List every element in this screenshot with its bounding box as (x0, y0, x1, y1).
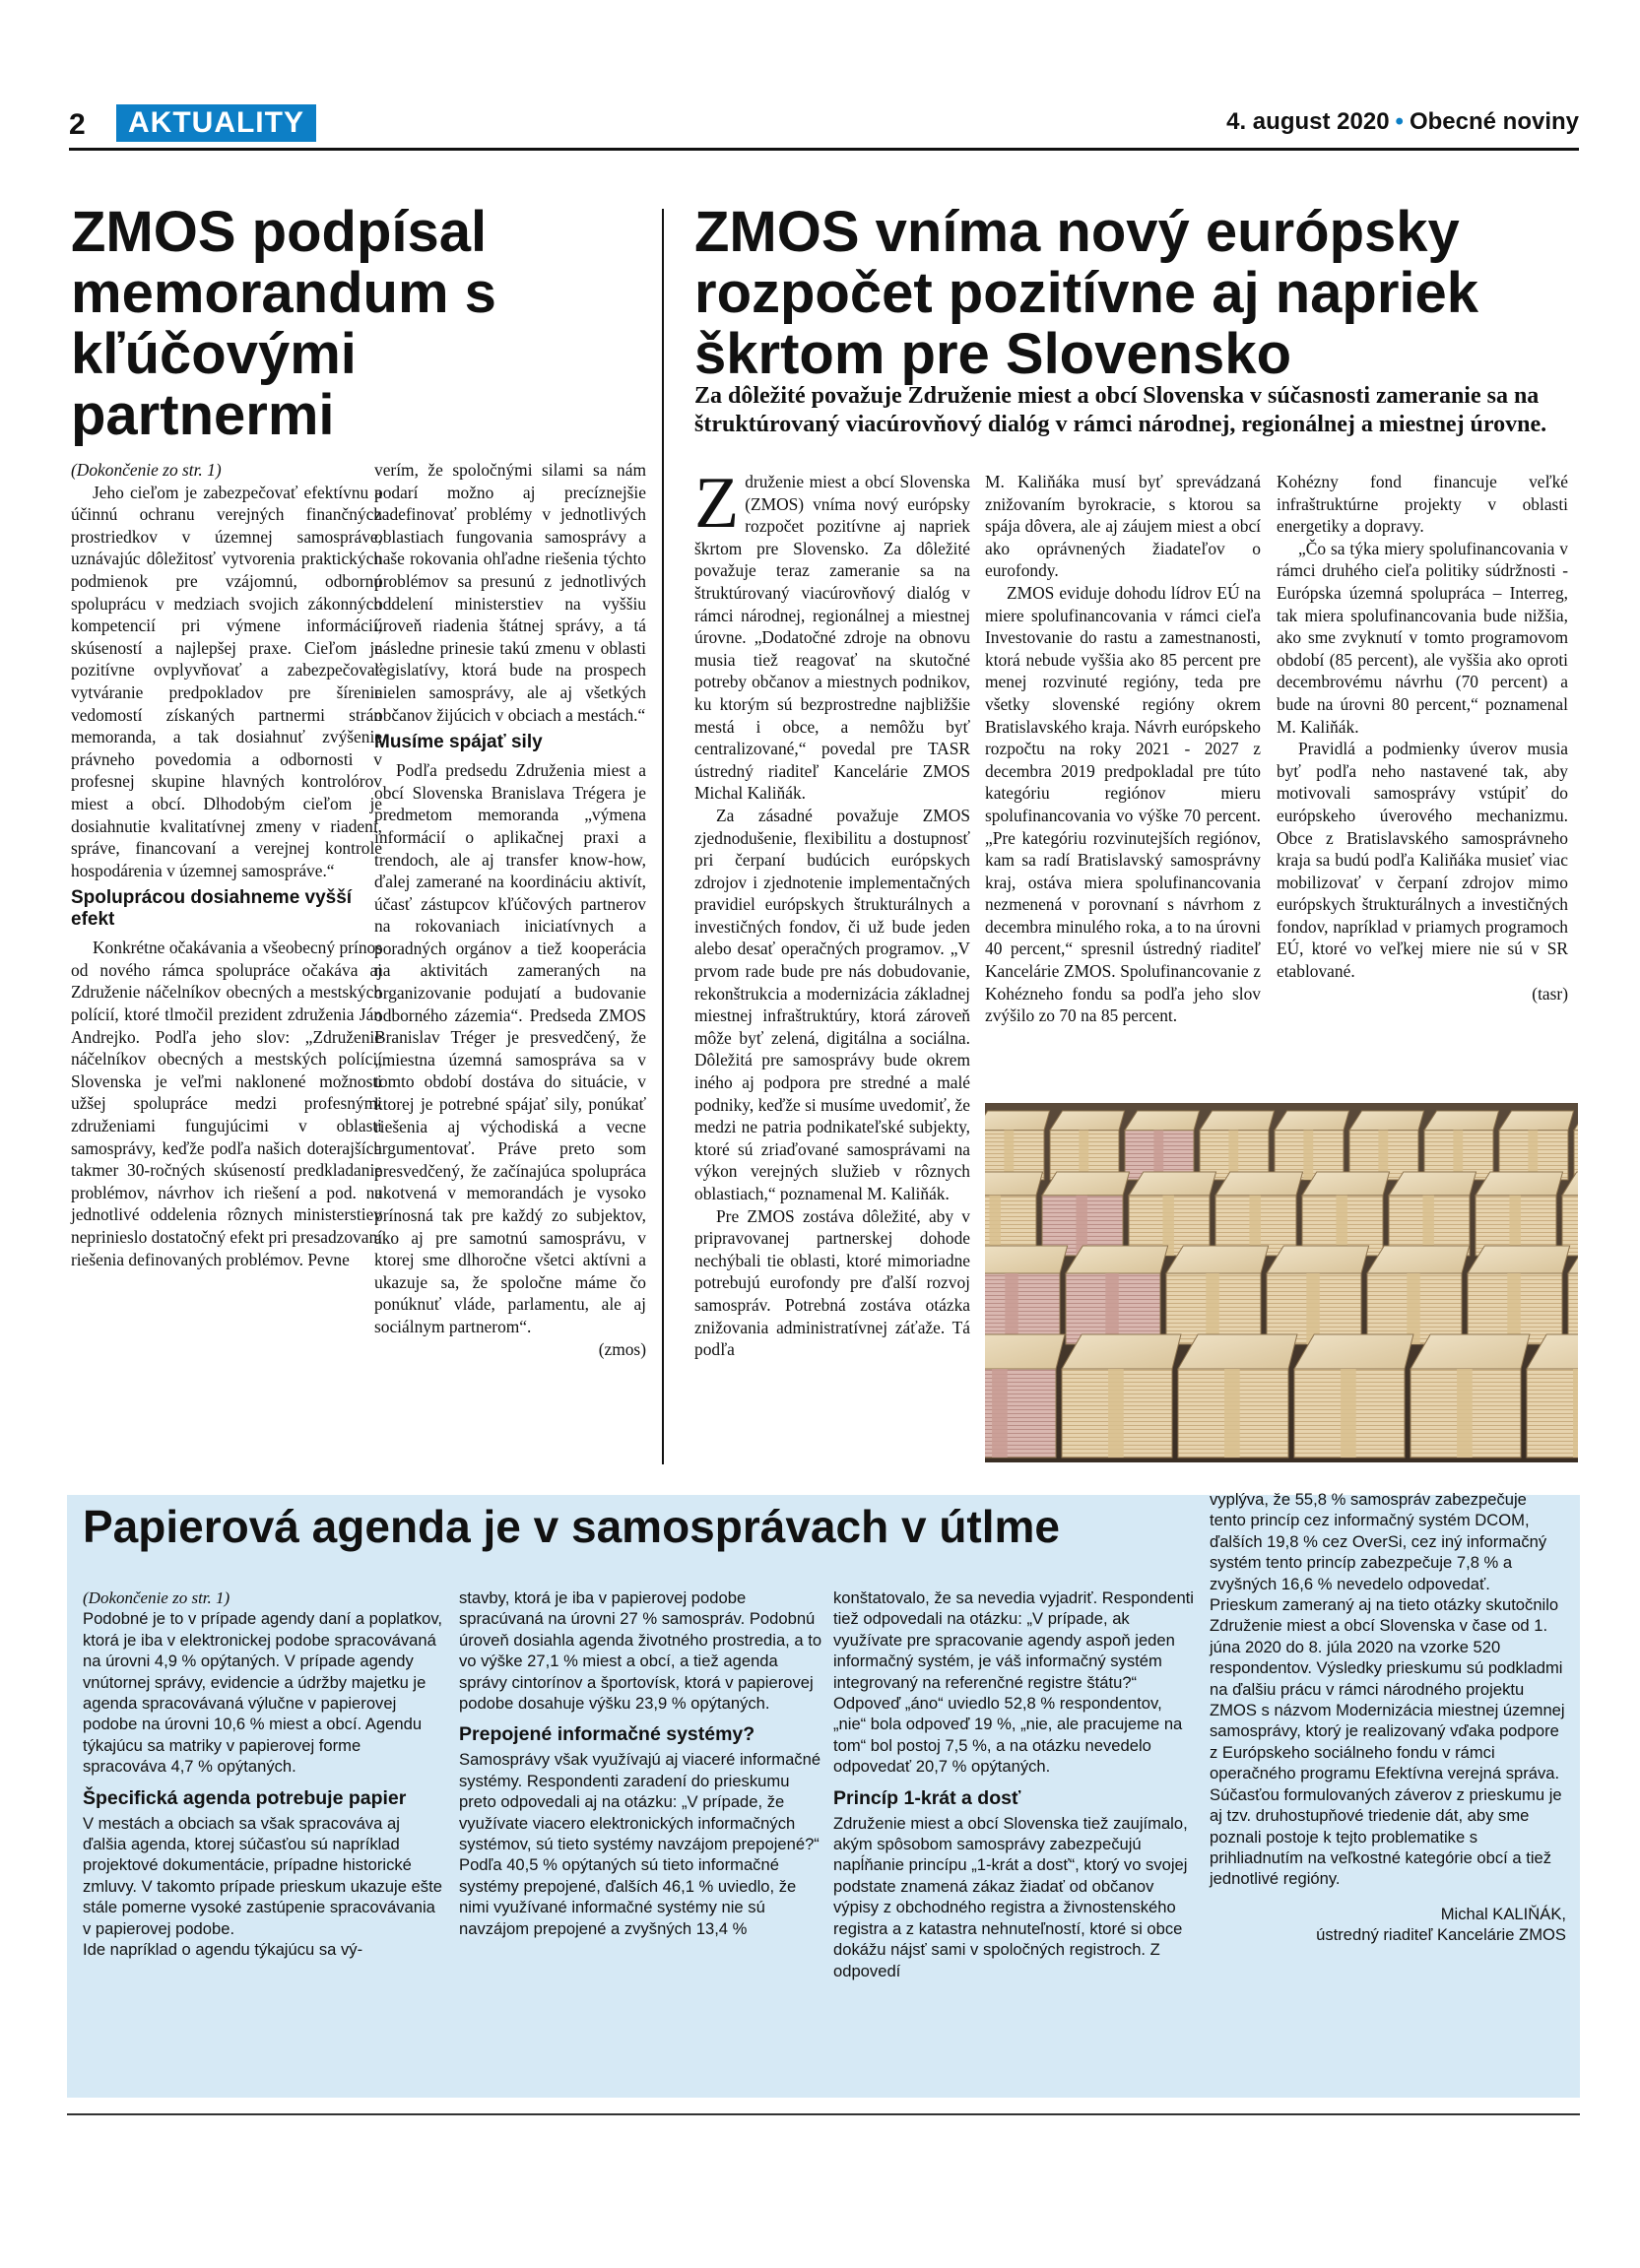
banknote-stack-top (1367, 1246, 1470, 1273)
banknote-stack-top (1062, 1334, 1181, 1369)
signature-role: ústredný riaditeľ Kancelárie ZMOS (1316, 1925, 1566, 1945)
banknote-stack-top (1042, 1172, 1130, 1196)
box-column-1 (83, 1588, 447, 1961)
continued-note: (Dokončenie zo str. 1) (71, 460, 222, 480)
paragraph: M. Kaliňáka musí byť sprevádzaná znižovaním byrokracie, s ktorou sa spája dôvera, ale aj záujem miest a obcí ako oprávnených žiadateľov o eurofondy. (985, 472, 1261, 581)
paragraph: Združenie miest a obcí Slovenska tiež zaujímalo, akým spôsobom samosprávy zabezpečujú napĺňanie princípu „1-krát a dosť“, ktorý vo svojej podstate znamená zákaz žiadať od občanov výpisy z obchodného registra a živnostenského registra a z katastra nehnuteľností, ktoré si obce dokážu nájsť sami v spoločných registroch. Z odpovedí (833, 1813, 1188, 1980)
banknote-band (1206, 1273, 1218, 1344)
publication-name: Obecné noviny (1409, 108, 1579, 135)
right-article-column-1 (694, 463, 970, 1361)
banknote-band (1573, 1369, 1578, 1458)
subheading: Špecifická agenda potrebuje papier (83, 1786, 407, 1809)
column-divider (662, 209, 664, 1464)
paragraph: Podobné je to v prípade agendy daní a poplatkov, ktorá je iba v elektronickej podobe spracovávaná na úrovni 4,9 % opýtaných. V prípade agendy vnútornej správy, evidencie a údržby majetku je agenda spracovávaná výlučne v papierovej podobe na úrovni 10,6 % miest a obcí. Agendu týkajúcu sa matriky v papierovej forme spracováva 4,7 % opýtaných. (83, 1609, 443, 1777)
paragraph: Samosprávy však využívajú aj viaceré informačné systémy. Respondenti zaradení do prieskumu preto odpovedali aj na otázku: „V prípade, že využívate viacero elektronických informačných systémov, sú tieto systémy navzájom prepojené?“ Podľa 40,5 % opýtaných sú tieto informačné systémy prepojené, ďalších 46,1 % uviedlo, že nimi využívané informačné systémy nie sú navzájom prepojené a zvyšných 13,4 % (459, 1750, 821, 1938)
paragraph: konštatovalo, že sa nevedia vyjadriť. Respondenti tiež odpovedali na otázku: „V prípade, ak využívate pre spracovanie agendy aspoň jeden informačný systém, je váš informačný systém integrovaný na referenčné registre štátu?“ Odpoveď „áno“ uviedlo 52,8 % respondentov, „nie“ bola odpoveď 19 %, „nie, ale pracujeme na tom“ bol postoj 7,5 %, a na otázku nevedelo odpovedať 20,7 % opýtaných. (833, 1588, 1194, 1777)
banknote-stack-side (1568, 1273, 1578, 1344)
banknote-stack-top (1215, 1172, 1303, 1196)
box-signature (1210, 1904, 1566, 1946)
banknote-stack-top (1349, 1111, 1424, 1131)
subheading: Princíp 1-krát a dosť (833, 1786, 1021, 1809)
box-column-2 (459, 1588, 823, 1939)
banknote-stack-top (1166, 1246, 1269, 1273)
paragraph: verím, že spoločnými silami sa nám podarí možno aj precíznejšie zadefinovať problémy v jednotlivých oblastiach fungovania samosprávy a naše rokovania ohľadne riešenia týchto problémov sa presunú z jednotlivých oddelení ministerstiev na vyššiu úroveň riadenia štátnej správy, a tá následne prinesie takú zmenu v oblasti legislatívy, ktorá bude na prospech nielen samosprávy, ale aj všetkých občanov žijúcich v obciach a mestách.“ (374, 460, 646, 725)
banknote-stack-top (1424, 1111, 1499, 1131)
paragraph: Konkrétne očakávania a všeobecný prínos od nového rámca spolupráce očakáva aj Združenie náčelníkov obecných a mestských polícií, ktoré tlmočil prezident združenia Ján Andrejko. Podľa jeho slov: „Združenie náčelníkov obecných a mestských polícií Slovenska je veľmi naklonené možnosti užšej spolupráce medzi profesnými združeniami fungujúcimi v oblasti samosprávy, keďže podľa našich doterajších takmer 30-ročných skúseností predkladanie problémov, návrhov ich riešení a pod. na jednotlivé oddelenia rôznych ministerstiev neprinieslo dostatočný efekt pri presadzovaní riešenia definovaných problémov. Pevne (71, 938, 382, 1269)
euro-banknotes-photo (985, 1103, 1578, 1462)
box-column-3 (833, 1588, 1198, 1981)
box-article-title: Papierová agenda je v samosprávach v útlme (83, 1501, 1061, 1552)
banknote-band (1005, 1273, 1017, 1344)
banknote-stack-top (1178, 1334, 1297, 1369)
paragraph: Pre ZMOS zostáva dôležité, aby v pripravovanej partnerskej dohode nechýbali tie oblasti, ktoré mimoriadne potrebujú eurofondy pre ďalší rozvoj samospráv. Potrebná zostáva otázka znižovania administratívnej záťaže. Tá podľa (694, 1205, 970, 1360)
right-article-column-3 (1277, 471, 1568, 1004)
banknote-stack-top (1267, 1246, 1369, 1273)
paragraph: Za zásadné považuje ZMOS zjednodušenie, flexibilitu a dostupnosť pri čerpaní budúcich európskych zdrojov i zjednotenie implementačných pravidiel európskych štrukturálnych a investičných fondov, či už bude jeden alebo desať operačných programov. „V prvom rade bude pre nás dobudovanie, rekonštrukcia a modernizácia základnej miestnej infraštruktúry, ktorá zároveň môže byť zelená, digitálna a sociálna. Dôležitá pre samosprávy bude okrem iného aj podpora pre stredné a malé podniky, keďže si musíme uvedomiť, že medzi ne patria podnikateľské subjekty, ktoré sú zriaďované samosprávami na výkon verejných služieb v rôznych oblastiach,“ poznamenal M. Kaliňák. (694, 805, 970, 1203)
paragraph: V mestách a obciach sa však spracováva aj ďalšia agenda, ktorej súčasťou sú napríklad projektové dokumentácie, prípadne historické zmluvy. V takomto prípade prieskum ukazuje ešte stále pomerne vysoké zastúpenie spracovávania v papierovej podobe. (83, 1813, 442, 1938)
signature-name: Michal KALIŇÁK, (1440, 1904, 1566, 1923)
paragraph: Ide napríklad o agendu týkajúcu sa vý- (83, 1940, 363, 1960)
banknote-band (1341, 1369, 1356, 1458)
banknote-stack-top (1294, 1334, 1413, 1369)
paragraph (694, 463, 970, 805)
banknote-stack-side (985, 1273, 1060, 1344)
paragraph: Prieskum zameraný aj na tieto otázky skutočnilo Združenie miest a obcí Slovenska v čase od 1. júna 2020 do 8. júla 2020 na vzorke 520 respondentov. Výsledky prieskumu sú podkladmi na ďalšiu prácu v rámci národného projektu ZMOS s názvom Modernizácia miestnej územnej samosprávy, ktorý je realizovaný vďaka podpore z Európskeho sociálneho fondu v rámci operačného programu Efektívna verejná správa. Súčasťou formulovaných záverov z prieskumu je aj tzv. druhostupňové triedenie dát, aby sme poznali postoje k tejto problematike s prihliadnutím na veľkostné kategórie obcí a tiež jednotlivé regióny. (1210, 1595, 1565, 1889)
left-article-title: ZMOS podpísal memorandum s kľúčovými partnermi (71, 200, 496, 447)
banknote-stack-top (985, 1111, 1050, 1131)
page-number: 2 (69, 108, 86, 141)
paragraph: vyplýva, že 55,8 % samospráv zabezpečuje tento princíp cez informačný systém DCOM, ďalších 19,8 % cez OverSi, cez iný informačný systém tento princíp zabezpečuje 7,8 % a zvyšných 16,6 % nevedelo odpovedať. (1210, 1490, 1547, 1593)
bottom-rule (67, 2113, 1580, 2115)
banknote-stack-top (985, 1246, 1068, 1273)
article-signature: (tasr) (1532, 983, 1568, 1004)
paragraph: ZMOS eviduje dohodu lídrov EÚ na miere spolufinancovania v rámci cieľa Investovanie do rastu a zamestnanosti, ktorá nebude vyššia ako 85 percent pre menej rozvinuté regióny, teda pre všetky slovenské regióny okrem Bratislavského kraja. Návrh európskeho rozpočtu na roky 2021 - 2027 z decembra 2019 predpokladal pre túto kategóriu regiónov mieru spolufinancovania vo výške 70 percent. „Pre kategóriu rozvinutejších regiónov, kam sa radí Bratislavský samosprávny kraj, ostáva miera spolufinancovania nezmenená v porovnaní s návrhom z decembra minulého roka, a to na úrovni 40 percent,“ spresnil ústredný riaditeľ Kancelárie ZMOS. Spolufinancovanie z Kohézneho fondu sa podľa jeho slov zvýšilo zo 70 na 85 percent. (985, 582, 1261, 1026)
subheading: Spoluprácou dosiahneme vyšší efekt (71, 887, 353, 931)
right-article-column-2 (985, 471, 1261, 1027)
issue-date: 4. august 2020 (1226, 108, 1390, 135)
banknote-band (1407, 1273, 1419, 1344)
banknote-stack-top (1499, 1111, 1574, 1131)
banknote-band (1108, 1369, 1124, 1458)
banknote-stack-top (985, 1334, 1065, 1369)
issue-info (1226, 108, 1579, 136)
left-article-column-1 (71, 459, 382, 1270)
banknote-band (992, 1369, 1008, 1458)
right-article-lead: Za dôležité považuje Združenie miest a obcí Slovenska v súčasnosti zameranie sa na štruktúrovaný viacúrovňový dialóg v rámci národnej, regionálnej a miestnej úrovne. (694, 383, 1547, 437)
banknote-stack-top (1468, 1246, 1570, 1273)
banknote-band (1507, 1273, 1520, 1344)
box-column-4 (1210, 1489, 1566, 1946)
right-article-title: ZMOS vníma nový európsky rozpočet pozitívne aj napriek škrtom pre Slovensko (694, 200, 1479, 386)
banknote-band (1457, 1369, 1473, 1458)
banknote-band (1224, 1369, 1240, 1458)
banknote-stack-top (1389, 1172, 1476, 1196)
banknote-band (1303, 1131, 1313, 1180)
article-signature: (zmos) (598, 1338, 646, 1359)
continued-note: (Dokončenie zo str. 1) (83, 1588, 230, 1607)
banknote-stack-top (985, 1172, 1043, 1196)
separator-dot: • (1395, 108, 1404, 135)
paragraph: Kohézny fond financuje veľké infraštruktúrne projekty v oblasti energetiky a dopravy. (1277, 472, 1568, 537)
banknote-stack-top (1066, 1246, 1168, 1273)
paragraph: stavby, ktorá je iba v papierovej podobe spracúvaná na úrovni 27 % samospráv. Podobnú úroveň dosiahla agenda životného prostredia, a to vo výške 27,1 % miest a obcí, a tiež agenda správy cintorínov a športovísk, ktorá v papierovej podobe dosahuje výšku 23,9 % opýtaných. (459, 1588, 822, 1714)
paragraph-text: druženie miest a obcí Slovenska (ZMOS) vníma nový európsky rozpočet pozitívne aj napriek škrtom pre Slovensko. Za dôležité považuje teraz zameranie sa na štruktúrovaný viacúrovňový dialóg v rámci národnej, regionálnej a miestnej úrovne. „Dodatočné zdroje na obnovu musia tiež reagovať na skutočné potreby občanov a miestnych podnikov, ku ktorým sú bezprostredne najbližšie mestá i obce, a nemôžu byť centralizované,“ povedal pre TASR ústredný riaditeľ Kancelárie ZMOS Michal Kaliňák. (694, 472, 970, 804)
banknote-stack-top (1410, 1334, 1530, 1369)
banknote-stacks-illustration (985, 1103, 1578, 1462)
banknote-stack-top (1050, 1111, 1125, 1131)
subheading: Prepojené informačné systémy? (459, 1723, 755, 1746)
banknote-stack-top (1302, 1172, 1390, 1196)
banknote-band (1306, 1273, 1319, 1344)
section-tag: AKTUALITY (116, 104, 316, 142)
paragraph: „Čo sa týka miery spolufinancovania v rámci druhého cieľa politiky súdržnosti - Európska územná spolupráca – Interreg, tak miera spolufinancovania bude nižšia, ako sme zvyknutí v tomto programovom období (85 percent), ale vyššia ako oproti decembrovému návrhu (70 percent) a bude na úrovni 80 percent,“ poznamenal M. Kaliňák. (1277, 538, 1568, 737)
banknote-stack-top (1125, 1111, 1200, 1131)
paragraph: Pravidlá a podmienky úverov musia byť podľa neho nastavené tak, aby motivovali samosprávy vstúpiť do európskeho úverového mechanizmu. Obce z Bratislavského samosprávneho kraja sa budú podľa Kaliňáka musieť viac mobilizovať v čerpaní zdrojov mimo európskych štrukturálnych a investičných fondov, napríklad v priamych programoch EÚ, ktoré vo veľkej miere nie sú v SR etablované. (1277, 739, 1568, 982)
paragraph: Jeho cieľom je zabezpečovať efektívnu a účinnú ochranu verejných finančných prostriedkov v územnej samospráve, uznávajúc dôležitosť vytvorenia praktických podmienok pre vzájomnú, odbornú spoluprácu v medziach svojich zákonných kompetencií pri výmene informácií, skúseností a najlepšej praxe. Cieľom je pozitívne ovplyvňovať a zabezpečovať vytváranie predpokladov pre šírenie vedomostí získaných partnermi strán memoranda, a tak dosiahnuť zvýšenie právneho povedomia a odbornosti v profesnej skupine hlavných kontrolórov miest a obcí. Dlhodobým cieľom je dosiahnutie kvalitatívnej zmeny v riadení, správe, financovaní a verejnej kontrole hospodárenia v územnej samospráve.“ (71, 482, 382, 880)
banknote-stack-side (1527, 1369, 1578, 1458)
subheading: Musíme spájať sily (374, 732, 543, 753)
paragraph: Podľa predsedu Združenia miest a obcí Slovenska Branislava Trégera je predmetom memoranda „výmena informácií o aplikačnej praxi a trendoch, ale aj transfer know-how, ďalej zamerané na koordináciu aktivít, účasť zástupcov kľúčových partnerov na rokovaniach iniciatívnych a poradných orgánov a tiež kooperácia na aktivitách zameraných na organizovanie podujatí a budovanie odborného zázemia“. Predseda ZMOS Branislav Tréger je presvedčený, že „miestna územná samospráva sa v tomto období dostáva do situácie, v ktorej je potrebné spájať sily, ponúkať riešenia aj východiská a vecne argumentovať. Práve preto som presvedčený, že začínajúca spolupráca ukotvená v memorandách je vysoko prínosná tak pre každý zo subjektov, ako aj pre samotnú samosprávu, v ktorej sme dlhoročne všetci aktívni a ukazuje sa, že spoločne máme čo ponúknuť vláde, parlamentu, ale aj sociálnym partnerom“. (374, 760, 646, 1336)
left-article-column-2 (374, 459, 646, 1360)
banknote-stack-top (1129, 1172, 1216, 1196)
drop-cap: Z (694, 463, 740, 544)
banknote-stack-top (1476, 1172, 1563, 1196)
banknote-band (1105, 1273, 1118, 1344)
header-rule (69, 148, 1579, 151)
banknote-stack-top (1200, 1111, 1275, 1131)
banknote-stack-top (1275, 1111, 1349, 1131)
